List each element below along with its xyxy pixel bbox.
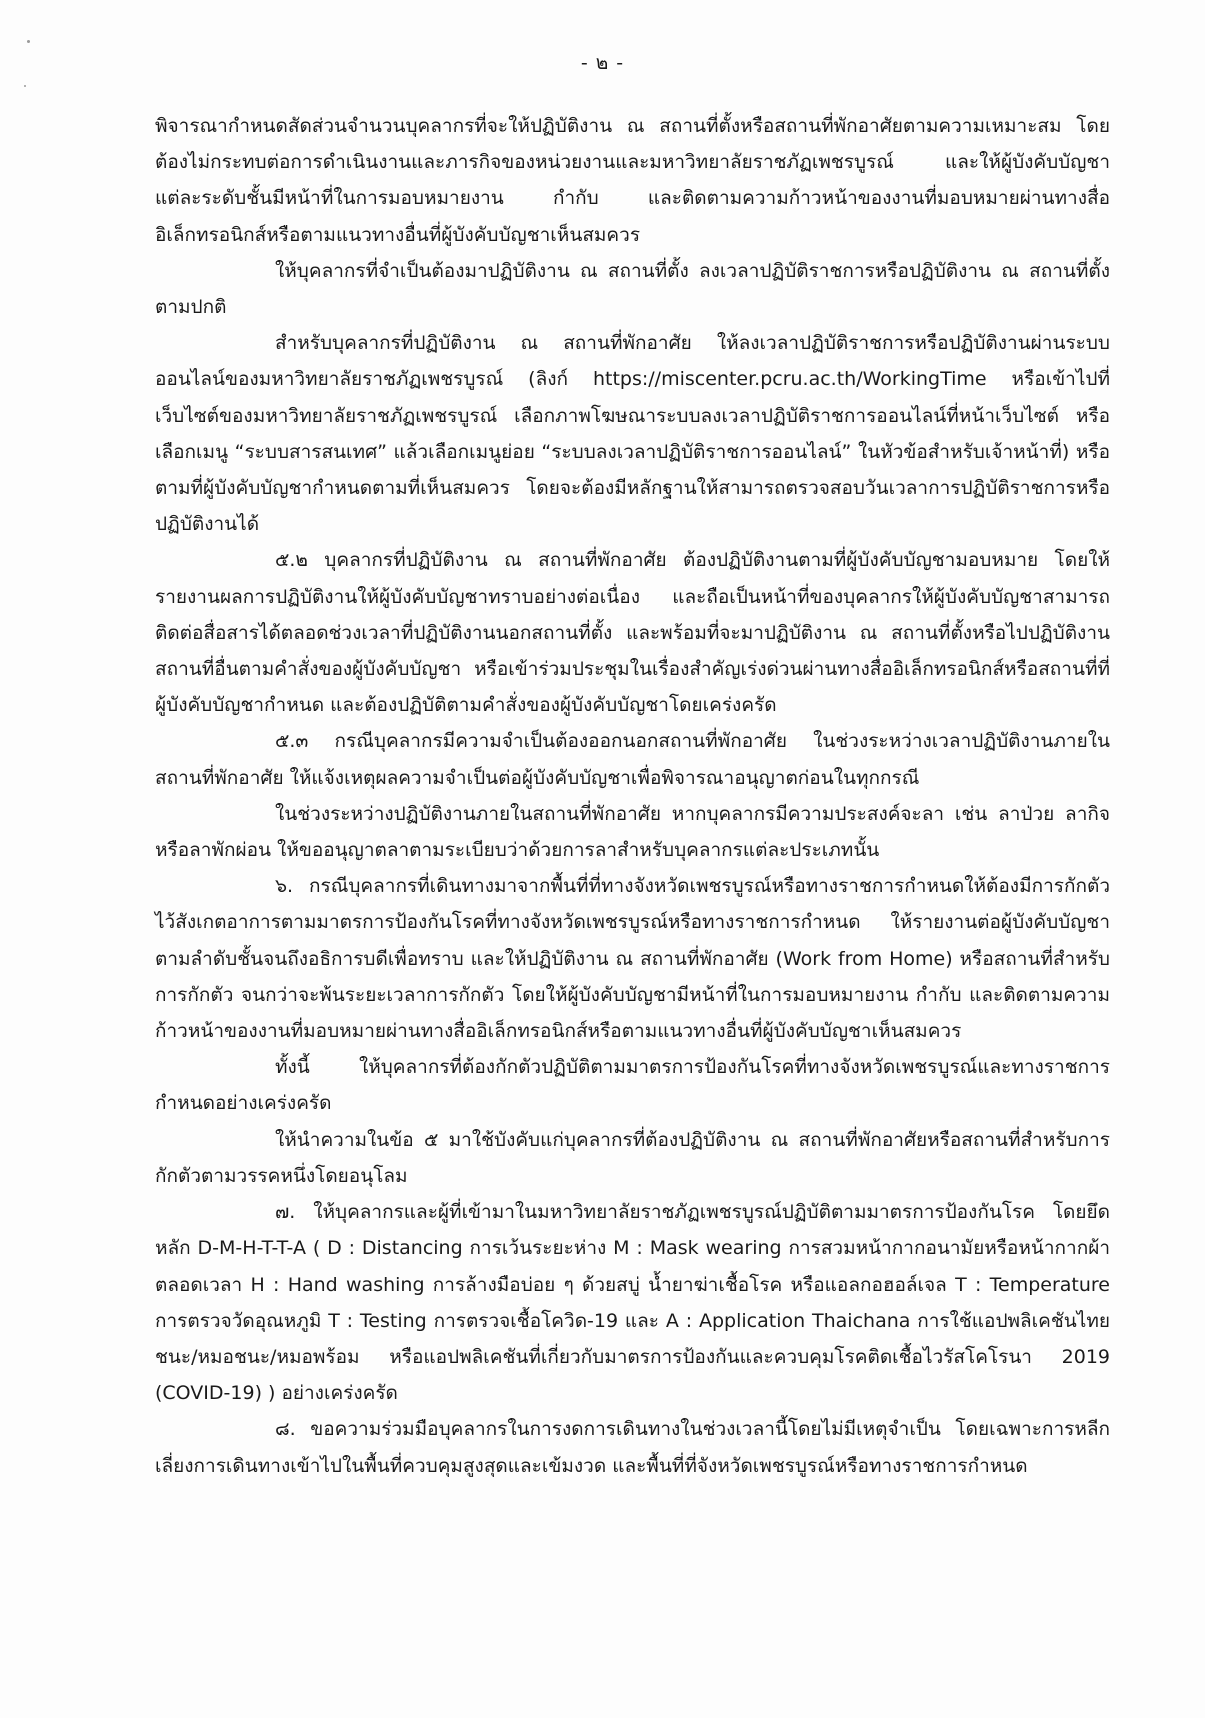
paragraph: ๘. ขอความร่วมมือบุคลากรในการงดการเดินทางในช่วงเวลานี้โดยไม่มีเหตุจำเป็น โดยเฉพาะการหลีกเลี่ยงการเดินทางเข้าไปในพื้นที่ควบคุมสูงสุดและเข้มงวด และพื้นที่ที่จังหวัดเพชรบูรณ์หรือทางราชการกำหนด (155, 1418, 1110, 1477)
document-body (155, 108, 1110, 1484)
scan-speck (27, 40, 30, 43)
paragraph: ให้บุคลากรที่จำเป็นต้องมาปฏิบัติงาน ณ สถานที่ตั้ง ลงเวลาปฏิบัติราชการหรือปฏิบัติงาน ณ สถานที่ตั้งตามปกติ (155, 259, 1110, 319)
page-number: - ๒ - (580, 52, 625, 74)
paragraph: สำหรับบุคลากรที่ปฏิบัติงาน ณ สถานที่พักอาศัย ให้ลงเวลาปฏิบัติราชการหรือปฏิบัติงานผ่านระบบออนไลน์ของมหาวิทยาลัยราชภัฏเพชรบูรณ์ (ลิงก์ https://miscenter.pcru.ac.th/WorkingTime หรือเข้าไปที่เว็บไซต์ของมหาวิทยาลัยราชภัฏเพชรบูรณ์ เลือกภาพโฆษณาระบบลงเวลาปฏิบัติราชการออนไลน์ที่หน้าเว็บไซต์ หรือเลือกเมนู “ระบบสารสนเทศ” แล้วเลือกเมนูย่อย “ระบบลงเวลาปฏิบัติราชการออนไลน์” ในหัวข้อสำหรับเจ้าหน้าที่) หรือตามที่ผู้บังคับบัญชากำหนดตามที่เห็นสมควร โดยจะต้องมีหลักฐานให้สามารถตรวจสอบวันเวลาการปฏิบัติราชการหรือปฏิบัติงานได้ (155, 332, 1110, 536)
paragraph: ๗. ให้บุคลากรและผู้ที่เข้ามาในมหาวิทยาลัยราชภัฏเพชรบูรณ์ปฏิบัติตามมาตรการป้องกันโรค โดยยึดหลัก D-M-H-T-T-A ( D : Distancing การเว้นระยะห่าง M : Mask wearing การสวมหน้ากากอนามัยหรือหน้ากากผ้าตลอดเวลา H : Hand washing การล้างมือบ่อย ๆ ด้วยสบู่ น้ำยาฆ่าเชื้อโรค หรือแอลกอฮอล์เจล T : Temperature การตรวจวัดอุณหภูมิ T : Testing การตรวจเชื้อโควิด-19 และ A : Application Thaichana การใช้แอปพลิเคชันไทยชนะ/หมอชนะ/หมอพร้อม หรือแอปพลิเคชันที่เกี่ยวกับมาตรการป้องกันและควบคุมโรคติดเชื้อไวรัสโคโรนา 2019 (COVID-19) ) อย่างเคร่งครัด (155, 1201, 1110, 1405)
paragraph: ให้นำความในข้อ ๕ มาใช้บังคับแก่บุคลากรที่ต้องปฏิบัติงาน ณ สถานที่พักอาศัยหรือสถานที่สำหรับการกักตัวตามวรรคหนึ่งโดยอนุโลม (155, 1128, 1110, 1187)
paragraph: ในช่วงระหว่างปฏิบัติงานภายในสถานที่พักอาศัย หากบุคลากรมีความประสงค์จะลา เช่น ลาป่วย ลากิจ หรือลาพักผ่อน ให้ขออนุญาตลาตามระเบียบว่าด้วยการลาสำหรับบุคลากรแต่ละประเภทนั้น (155, 802, 1110, 862)
paragraph: ทั้งนี้ ให้บุคลากรที่ต้องกักตัวปฏิบัติตามมาตรการป้องกันโรคที่ทางจังหวัดเพชรบูรณ์และทางราชการกำหนดอย่างเคร่งครัด (155, 1056, 1110, 1115)
paragraph: ๕.๓ กรณีบุคลากรมีความจำเป็นต้องออกนอกสถานที่พักอาศัย ในช่วงระหว่างเวลาปฏิบัติงานภายในสถานที่พักอาศัย ให้แจ้งเหตุผลความจำเป็นต่อผู้บังคับบัญชาเพื่อพิจารณาอนุญาตก่อนในทุกกรณี (155, 730, 1110, 789)
paragraph: พิจารณากำหนดสัดส่วนจำนวนบุคลากรที่จะให้ปฏิบัติงาน ณ สถานที่ตั้งหรือสถานที่พักอาศัยตามความเหมาะสม โดยต้องไม่กระทบต่อการดำเนินงานและภารกิจของหน่วยงานและมหาวิทยาลัยราชภัฏเพชรบูรณ์ และให้ผู้บังคับบัญชาแต่ละระดับชั้นมีหน้าที่ในการมอบหมายงาน กำกับ และติดตามความก้าวหน้าของงานที่มอบหมายผ่านทางสื่ออิเล็กทรอนิกส์หรือตามแนวทางอื่นที่ผู้บังคับบัญชาเห็นสมควร (155, 115, 1110, 246)
scan-speck (24, 85, 26, 87)
paragraph: ๖. กรณีบุคลากรที่เดินทางมาจากพื้นที่ที่ทางจังหวัดเพชรบูรณ์หรือทางราชการกำหนดให้ต้องมีการกักตัวไว้สังเกตอาการตามมาตรการป้องกันโรคที่ทางจังหวัดเพชรบูรณ์หรือทางราชการกำหนด ให้รายงานต่อผู้บังคับบัญชาตามลำดับชั้นจนถึงอธิการบดีเพื่อทราบ และให้ปฏิบัติงาน ณ สถานที่พักอาศัย (Work from Home) หรือสถานที่สำหรับการกักตัว จนกว่าจะพ้นระยะเวลาการกักตัว โดยให้ผู้บังคับบัญชามีหน้าที่ในการมอบหมายงาน กำกับ และติดตามความก้าวหน้าของงานที่มอบหมายผ่านทางสื่ออิเล็กทรอนิกส์หรือตามแนวทางอื่นที่ผู้บังคับบัญชาเห็นสมควร (155, 875, 1110, 1043)
paragraph: ๕.๒ บุคลากรที่ปฏิบัติงาน ณ สถานที่พักอาศัย ต้องปฏิบัติงานตามที่ผู้บังคับบัญชามอบหมาย โดยให้รายงานผลการปฏิบัติงานให้ผู้บังคับบัญชาทราบอย่างต่อเนื่อง และถือเป็นหน้าที่ของบุคลากรให้ผู้บังคับบัญชาสามารถติดต่อสื่อสารได้ตลอดช่วงเวลาที่ปฏิบัติงานนอกสถานที่ตั้ง และพร้อมที่จะมาปฏิบัติงาน ณ สถานที่ตั้งหรือไปปฏิบัติงานสถานที่อื่นตามคำสั่งของผู้บังคับบัญชา หรือเข้าร่วมประชุมในเรื่องสำคัญเร่งด่วนผ่านทางสื่ออิเล็กทรอนิกส์หรือสถานที่ที่ผู้บังคับบัญชากำหนด และต้องปฏิบัติตามคำสั่งของผู้บังคับบัญชาโดยเคร่งครัด (155, 549, 1110, 717)
